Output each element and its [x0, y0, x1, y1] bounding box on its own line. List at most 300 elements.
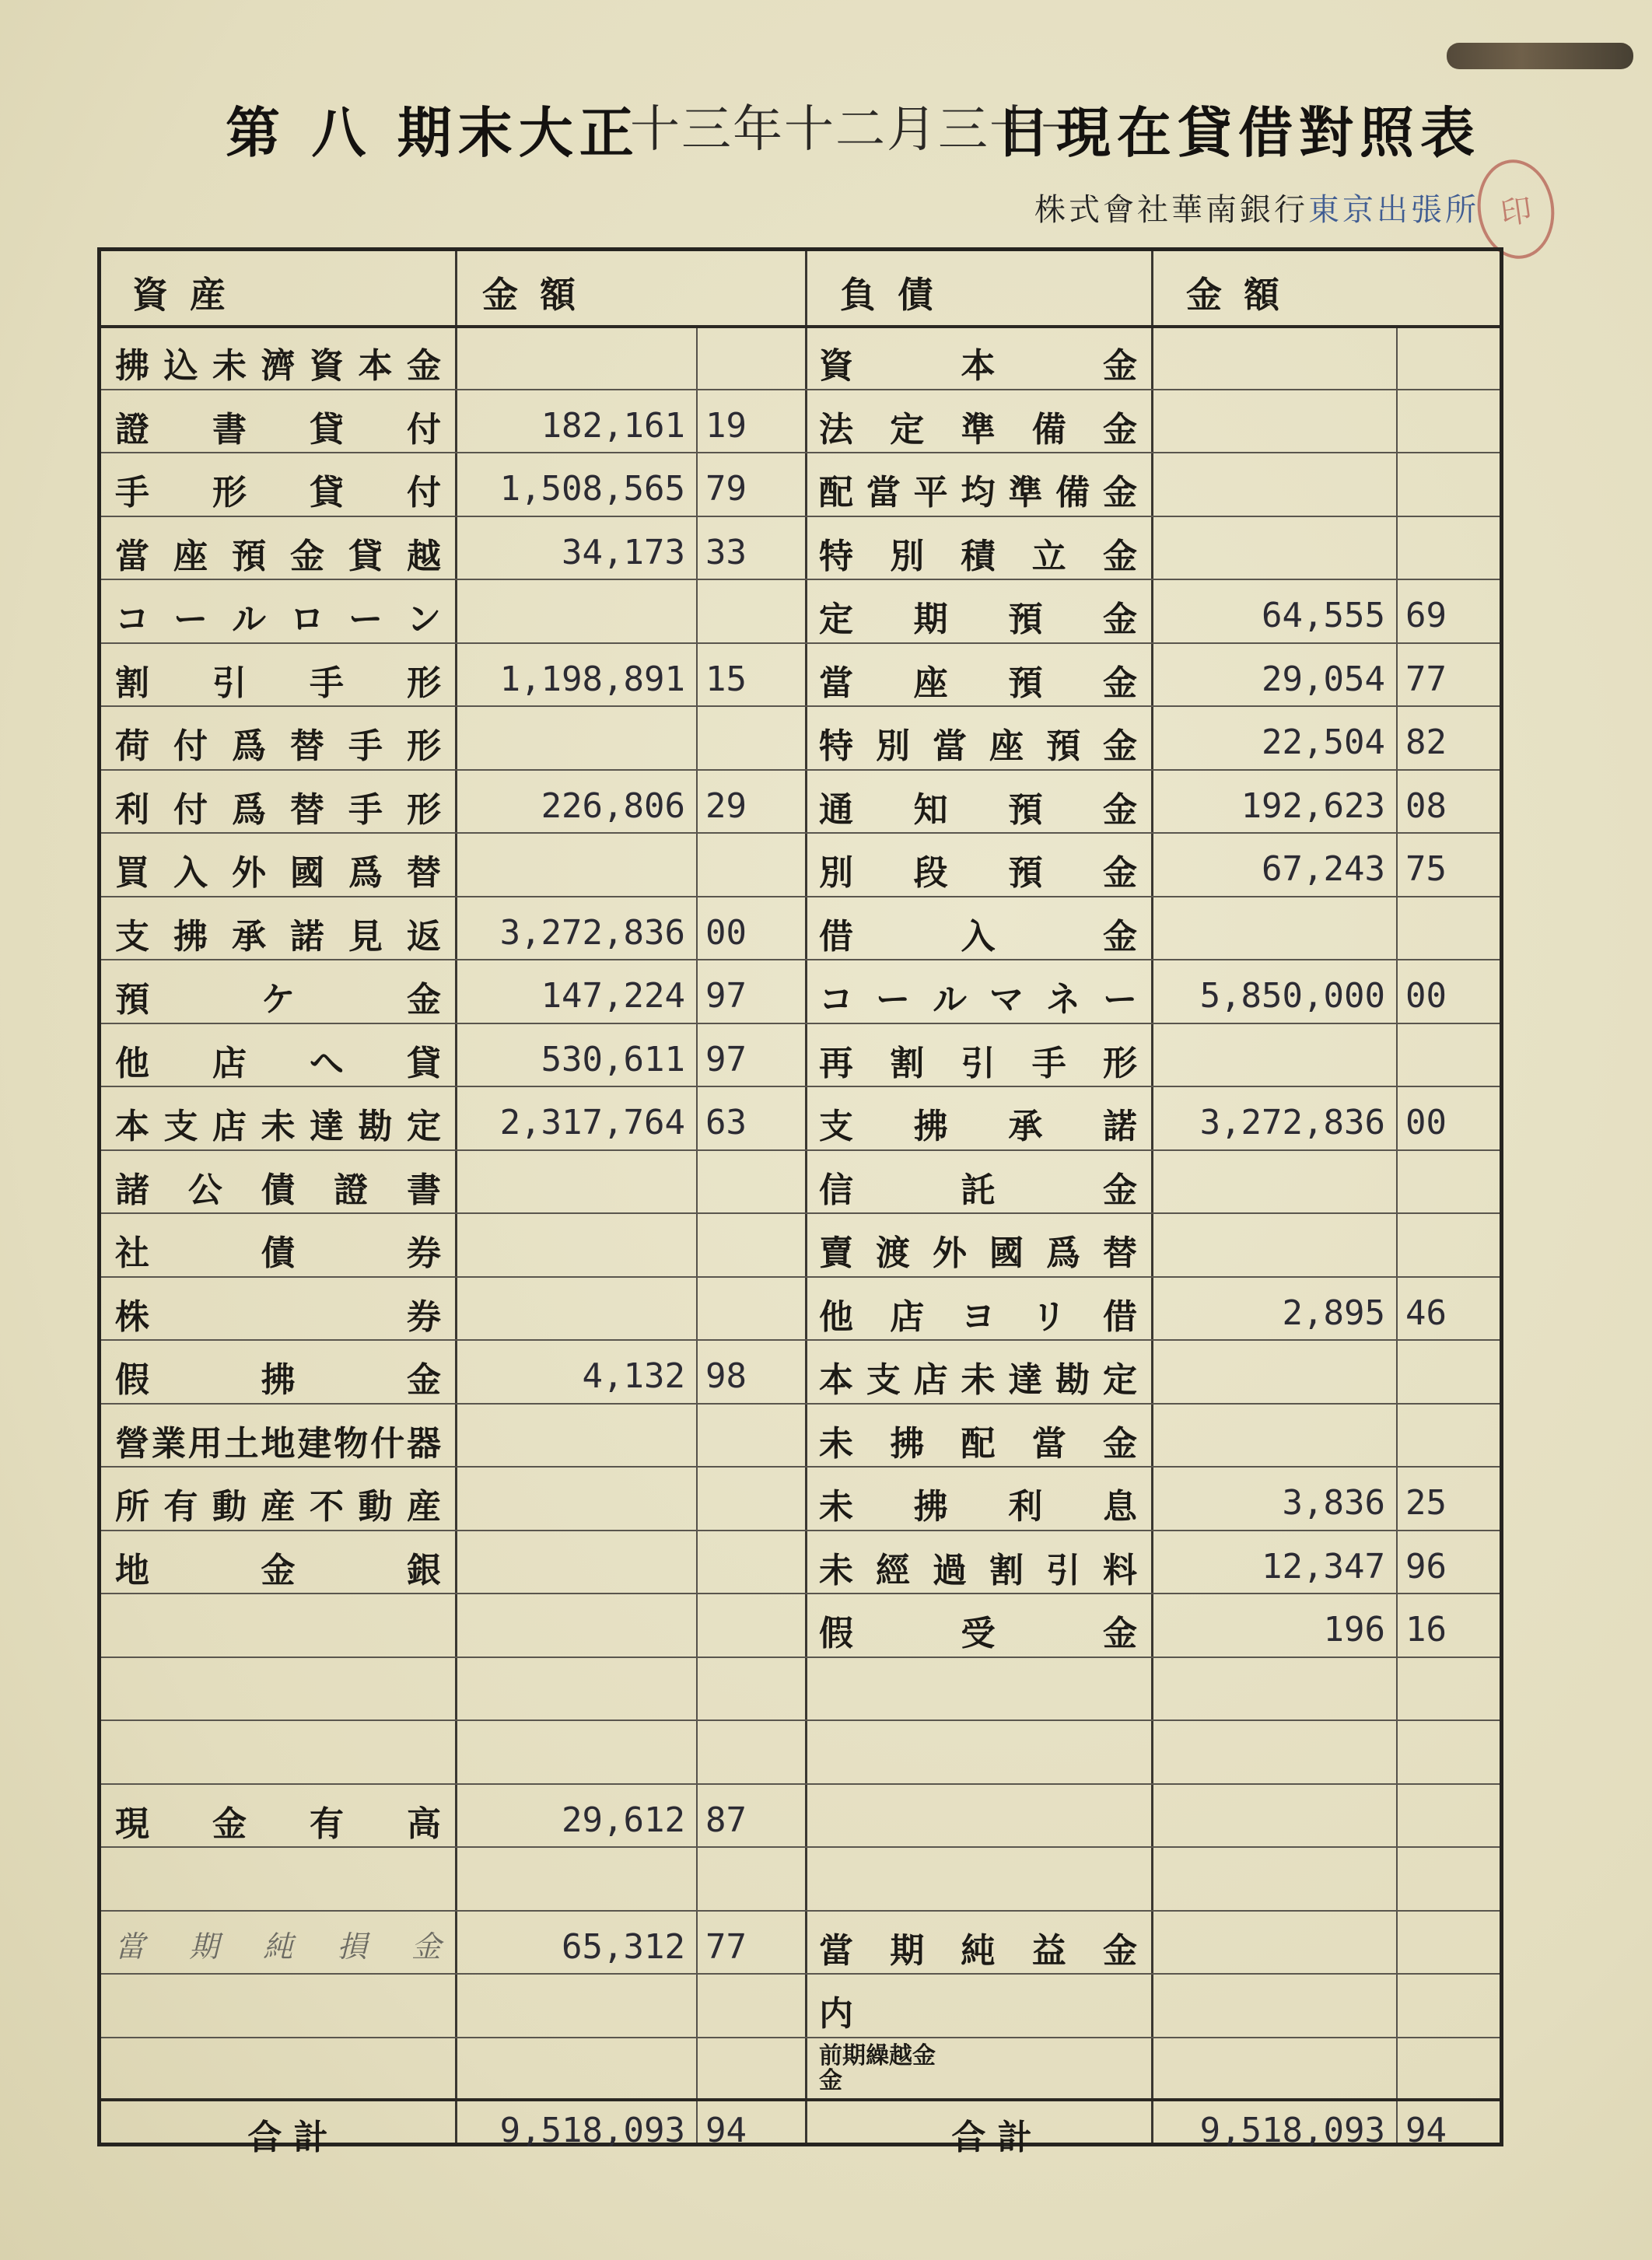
- label-char: 段: [913, 853, 948, 893]
- label-char: 金: [407, 1360, 441, 1400]
- asset-amount-yen: 2,317,764: [499, 1103, 685, 1142]
- label-char: 預: [115, 980, 149, 1020]
- label-char: 國: [290, 853, 324, 893]
- label-char: 貸: [310, 409, 344, 450]
- asset-amount-sen: 33: [705, 532, 747, 572]
- label-char: 準: [1008, 473, 1043, 513]
- label-char: 託: [961, 1170, 996, 1210]
- label-char: 金: [407, 346, 441, 386]
- liability-amount-sen: 25: [1405, 1483, 1447, 1523]
- label-char: 地: [261, 1423, 296, 1464]
- label-char: 預: [232, 536, 266, 576]
- liability-amount-yen: 5,850,000: [1199, 976, 1385, 1016]
- cash-label: [115, 1796, 441, 1845]
- label-char: 金: [1103, 1423, 1137, 1464]
- label-char: 店: [212, 1107, 247, 1146]
- net-loss-label: [115, 1922, 441, 1965]
- label-char: 證: [334, 1170, 369, 1210]
- label-char: 備: [1031, 409, 1066, 450]
- liability-amount-yen: 192,623: [1241, 785, 1385, 826]
- label-char: 動: [212, 1487, 247, 1527]
- label-char: 有: [163, 1487, 198, 1527]
- label-char: 拂: [173, 916, 208, 957]
- label-char: 未: [261, 1107, 296, 1146]
- label-char: 有: [310, 1803, 344, 1844]
- label-char: 預: [1008, 600, 1043, 639]
- label-char: 金: [1102, 473, 1137, 513]
- label-char: 土: [224, 1423, 259, 1464]
- label-char: 本: [358, 346, 393, 386]
- seal-text: 印: [1498, 191, 1535, 233]
- label-char: 期: [189, 1929, 219, 1964]
- label-char: 預: [1008, 789, 1043, 830]
- label-char: コ: [819, 980, 853, 1020]
- label-char: 諾: [290, 916, 324, 957]
- label-char: 諾: [1102, 1107, 1137, 1146]
- label-char: 信: [819, 1170, 853, 1210]
- label-char: ケ: [261, 980, 296, 1020]
- asset-label: [115, 971, 441, 1021]
- label-char: 見: [348, 916, 383, 957]
- liability-amount-sen: 08: [1405, 785, 1447, 826]
- liability-amount-sen: 46: [1405, 1293, 1447, 1333]
- label-char: 什: [370, 1423, 405, 1464]
- label-char: 銀: [407, 1550, 441, 1590]
- liability-label: [819, 1225, 1137, 1275]
- document-title: [226, 89, 1481, 175]
- total-assets-yen: 9,518,093: [499, 2111, 685, 2150]
- asset-label: [115, 1225, 441, 1275]
- label-char: 産: [261, 1487, 296, 1527]
- label-char: 再: [819, 1043, 853, 1083]
- label-char: 手: [310, 663, 344, 703]
- header-liabilities-amount: 金 額: [1186, 274, 1285, 316]
- asset-label: [115, 1035, 441, 1085]
- asset-amount-sen: 97: [705, 1039, 747, 1079]
- label-char: マ: [989, 980, 1024, 1020]
- header-assets: 資 産: [132, 274, 231, 316]
- asset-label: [115, 591, 441, 641]
- label-char: 爲: [232, 789, 266, 830]
- asset-label: [115, 401, 441, 451]
- label-char: 預: [1008, 853, 1043, 893]
- label-char: ン: [407, 600, 441, 639]
- net-profit-label: [819, 1922, 1137, 1972]
- liability-amount-yen: 64,555: [1262, 596, 1385, 635]
- liability-amount-sen: 96: [1405, 1546, 1447, 1587]
- row-rule: [101, 1783, 1500, 1785]
- label-char: 手: [115, 473, 149, 513]
- liability-label: [819, 1605, 1137, 1655]
- label-char: 經: [876, 1550, 910, 1590]
- asset-amount-yen: 182,161: [541, 405, 685, 446]
- label-char: 準: [961, 409, 996, 450]
- row-rule: [101, 1023, 1500, 1024]
- net-loss-amount-yen: 65,312: [562, 1926, 685, 1967]
- label-char: 資: [310, 346, 344, 386]
- asset-label: [115, 782, 441, 831]
- title-prefix: 第 八 期末大正: [226, 100, 640, 165]
- liability-label: [819, 1352, 1137, 1401]
- row-rule: [101, 1403, 1500, 1405]
- label-char: 物: [334, 1423, 369, 1464]
- label-char: 返: [407, 916, 441, 957]
- label-char: 勘: [1055, 1360, 1090, 1400]
- row-rule: [101, 1466, 1500, 1468]
- liability-amount-yen: 3,272,836: [1199, 1103, 1385, 1142]
- liability-label: [819, 718, 1137, 768]
- asset-amount-sen: 98: [705, 1356, 747, 1396]
- liability-label: [819, 1415, 1137, 1465]
- carry-forward-sub: 金: [819, 2066, 842, 2094]
- label-char: ル: [232, 600, 266, 639]
- asset-amount-yen: 34,173: [562, 532, 685, 572]
- label-char: 借: [819, 916, 853, 957]
- row-rule: [101, 1276, 1500, 1278]
- label-char: 入: [961, 916, 996, 957]
- label-char: 承: [1008, 1107, 1043, 1146]
- liability-amount-yen: 2,895: [1282, 1293, 1385, 1333]
- label-char: 店: [890, 1296, 925, 1337]
- label-char: 金: [1103, 1614, 1137, 1653]
- label-char: 動: [358, 1487, 393, 1527]
- label-char: 受: [961, 1614, 996, 1653]
- company-line: [1034, 185, 1479, 229]
- label-char: 座: [989, 726, 1024, 766]
- row-rule: [101, 1719, 1500, 1721]
- label-char: 座: [173, 536, 208, 576]
- label-char: 預: [1008, 663, 1043, 703]
- label-char: 手: [1031, 1043, 1066, 1083]
- liability-label: [819, 1289, 1137, 1338]
- label-char: 通: [819, 789, 853, 830]
- total-assets-sen: 94: [705, 2111, 747, 2150]
- label-char: 拂: [913, 1107, 948, 1146]
- label-char: 金: [1103, 409, 1137, 450]
- label-char: 越: [407, 536, 441, 576]
- label-char: 本: [115, 1107, 149, 1146]
- row-rule: [101, 1212, 1500, 1214]
- cash-amount-sen: 87: [705, 1800, 747, 1840]
- label-char: 本: [961, 346, 996, 386]
- label-char: 達: [1008, 1360, 1043, 1400]
- label-char: 現: [115, 1803, 149, 1844]
- net-loss-amount-sen: 77: [705, 1926, 747, 1967]
- row-rule: [101, 1846, 1500, 1848]
- row-rule: [101, 1973, 1500, 1975]
- label-char: 金: [407, 980, 441, 1020]
- row-rule: [101, 579, 1500, 580]
- asset-amount-yen: 530,611: [541, 1039, 685, 1079]
- asset-label: [115, 1289, 441, 1338]
- total-liabilities-sen: 94: [1405, 2111, 1447, 2150]
- label-char: 貸: [348, 536, 383, 576]
- row-rule: [101, 516, 1500, 517]
- label-char: 金: [1102, 853, 1137, 893]
- label-char: 債: [261, 1170, 296, 1210]
- label-char: 書: [212, 409, 247, 450]
- header-rule: [101, 325, 1500, 328]
- asset-amount-sen: 79: [705, 469, 747, 509]
- row-rule: [101, 1910, 1500, 1912]
- asset-amount-yen: 226,806: [541, 785, 685, 826]
- asset-amount-sen: 00: [705, 912, 747, 953]
- liability-label: [819, 971, 1137, 1021]
- label-char: 未: [819, 1423, 853, 1464]
- profit-inner-label: 内: [819, 1994, 853, 2034]
- label-char: 替: [1103, 1233, 1137, 1273]
- label-char: 引: [212, 663, 247, 703]
- label-char: 別: [819, 853, 853, 893]
- label-char: ヨ: [961, 1296, 996, 1337]
- label-char: 定: [890, 409, 925, 450]
- asset-amount-yen: 1,508,565: [499, 469, 685, 509]
- header-assets-amount: 金 額: [482, 274, 581, 316]
- label-char: 用: [187, 1423, 222, 1464]
- asset-amount-sen: 97: [705, 976, 747, 1016]
- row-rule: [101, 1339, 1500, 1341]
- label-char: 金: [1102, 600, 1137, 639]
- label-char: 期: [913, 600, 948, 639]
- label-char: 金: [1103, 916, 1137, 957]
- label-char: コ: [115, 600, 149, 639]
- liability-label: [819, 845, 1137, 894]
- asset-label: [115, 464, 441, 514]
- label-char: 當: [115, 1929, 145, 1964]
- label-char: 證: [115, 409, 149, 450]
- label-char: 所: [115, 1487, 149, 1527]
- label-char: 承: [232, 916, 266, 957]
- label-char: 形: [1103, 1043, 1137, 1083]
- label-char: 産: [407, 1487, 441, 1527]
- label-char: 形: [212, 473, 247, 513]
- label-char: 法: [819, 409, 853, 450]
- label-char: 外: [933, 1233, 967, 1273]
- label-char: 息: [1102, 1487, 1137, 1527]
- column-divider: [805, 251, 807, 2143]
- label-char: 地: [115, 1550, 149, 1590]
- label-char: 店: [212, 1043, 247, 1083]
- label-char: リ: [1031, 1296, 1066, 1337]
- asset-amount-sen: 63: [705, 1103, 747, 1142]
- label-char: 他: [115, 1043, 149, 1083]
- row-rule: [101, 452, 1500, 453]
- liability-label: [819, 908, 1137, 958]
- asset-label: [115, 1415, 441, 1465]
- label-char: 爲: [232, 726, 266, 766]
- label-char: 假: [819, 1614, 853, 1653]
- row-rule: [101, 1086, 1500, 1087]
- label-char: 濟: [261, 346, 296, 386]
- asset-label: [115, 845, 441, 894]
- label-char: 假: [115, 1360, 149, 1400]
- label-char: 純: [961, 1930, 996, 1971]
- row-rule: [101, 1657, 1500, 1658]
- label-char: 金: [1102, 789, 1137, 830]
- label-char: 積: [961, 536, 996, 576]
- label-char: 預: [1046, 726, 1080, 766]
- liability-amount-sen: 69: [1405, 596, 1447, 635]
- label-char: 未: [961, 1360, 996, 1400]
- label-char: 別: [876, 726, 910, 766]
- label-char: 達: [310, 1107, 344, 1146]
- liability-label: [819, 1098, 1137, 1148]
- cash-amount-yen: 29,612: [562, 1800, 685, 1840]
- liability-label: [819, 1478, 1137, 1528]
- title-handwritten-date: 十三年十二月三十一: [630, 101, 1092, 159]
- label-char: 付: [407, 409, 441, 450]
- label-char: 支: [866, 1360, 901, 1400]
- label-char: 入: [173, 853, 208, 893]
- label-char: 利: [1008, 1487, 1043, 1527]
- liability-label: [819, 655, 1137, 705]
- label-char: ー: [173, 600, 208, 639]
- asset-amount-yen: 1,198,891: [499, 659, 685, 699]
- asset-label: [115, 528, 441, 578]
- label-char: 料: [1103, 1550, 1137, 1590]
- label-char: 業: [151, 1423, 186, 1464]
- label-char: 資: [819, 346, 853, 386]
- label-char: 付: [407, 473, 441, 513]
- label-char: 諸: [115, 1170, 149, 1210]
- asset-amount-sen: 15: [705, 659, 747, 699]
- label-char: 未: [819, 1550, 853, 1590]
- label-char: 金: [290, 536, 324, 576]
- label-char: ネ: [1046, 980, 1080, 1020]
- liability-amount-sen: 75: [1405, 849, 1447, 889]
- label-char: 金: [1103, 1170, 1137, 1210]
- label-char: 拂: [115, 346, 149, 386]
- liability-amount-sen: 16: [1405, 1610, 1447, 1650]
- label-char: 割: [890, 1043, 925, 1083]
- liability-amount-sen: 77: [1405, 659, 1447, 699]
- liability-amount-yen: 12,347: [1262, 1546, 1385, 1587]
- label-char: 配: [961, 1423, 996, 1464]
- balance-sheet-table: [97, 247, 1503, 2157]
- asset-amount-yen: 3,272,836: [499, 912, 685, 953]
- total-rule: [101, 2098, 1500, 2101]
- row-rule: [101, 1530, 1500, 1531]
- title-suffix: 日現在貸借對照表: [996, 100, 1481, 165]
- label-char: ー: [348, 600, 383, 639]
- label-char: 渡: [876, 1233, 910, 1273]
- liability-amount-sen: 00: [1405, 1103, 1447, 1142]
- liability-label: [819, 1542, 1137, 1592]
- label-char: 特: [819, 726, 853, 766]
- label-char: 當: [819, 1930, 853, 1971]
- label-char: ー: [1103, 980, 1137, 1020]
- label-char: 平: [913, 473, 948, 513]
- asset-label: [115, 1478, 441, 1528]
- label-char: 付: [173, 726, 208, 766]
- label-char: 純: [263, 1929, 293, 1964]
- asset-label: [115, 1542, 441, 1592]
- label-char: 金: [212, 1803, 247, 1844]
- label-char: 金: [1103, 1930, 1137, 1971]
- label-char: 利: [115, 789, 149, 830]
- label-char: 貸: [310, 473, 344, 513]
- liability-label: [819, 401, 1137, 451]
- label-char: 金: [1102, 663, 1137, 703]
- asset-amount-sen: 29: [705, 785, 747, 826]
- liability-label: [819, 782, 1137, 831]
- label-char: 爲: [348, 853, 383, 893]
- label-char: 器: [407, 1423, 441, 1464]
- label-char: 引: [961, 1043, 996, 1083]
- label-char: 形: [407, 663, 441, 703]
- total-label-assets: 合 計: [247, 2118, 328, 2157]
- label-char: 替: [290, 726, 324, 766]
- label-char: 營: [115, 1423, 149, 1464]
- liability-amount-yen: 67,243: [1262, 849, 1385, 889]
- label-char: 賣: [819, 1233, 853, 1273]
- liability-label: [819, 591, 1137, 641]
- paper-clip: [1447, 43, 1633, 69]
- label-char: 金: [1103, 346, 1137, 386]
- liability-label: [819, 1162, 1137, 1212]
- asset-label: [115, 718, 441, 768]
- row-rule: [101, 769, 1500, 771]
- label-char: 爲: [1046, 1233, 1080, 1273]
- row-rule: [101, 642, 1500, 644]
- label-char: 當: [819, 663, 853, 703]
- asset-label: [115, 1098, 441, 1148]
- header-liabilities: 負 債: [840, 274, 939, 316]
- label-char: 荷: [115, 726, 149, 766]
- liability-label: [819, 338, 1137, 387]
- row-rule: [101, 832, 1500, 834]
- label-char: 高: [407, 1803, 441, 1844]
- liability-amount-yen: 29,054: [1262, 659, 1385, 699]
- label-char: 債: [261, 1233, 296, 1273]
- row-rule: [101, 389, 1500, 390]
- label-char: 割: [989, 1550, 1024, 1590]
- label-char: 未: [819, 1487, 853, 1527]
- label-char: 期: [890, 1930, 925, 1971]
- asset-amount-yen: 147,224: [541, 976, 685, 1016]
- label-char: 手: [348, 789, 383, 830]
- label-char: 金: [1103, 726, 1137, 766]
- asset-label: [115, 1352, 441, 1401]
- row-rule: [101, 705, 1500, 707]
- label-char: 替: [290, 789, 324, 830]
- label-char: ロ: [290, 600, 324, 639]
- label-char: 當: [933, 726, 967, 766]
- row-rule: [101, 896, 1500, 897]
- liability-amount-sen: 00: [1405, 976, 1447, 1016]
- label-char: 特: [819, 536, 853, 576]
- label-char: 拂: [890, 1423, 925, 1464]
- row-rule: [101, 1149, 1500, 1151]
- label-char: 立: [1031, 536, 1066, 576]
- carry-forward-label: 前期繰越金: [819, 2041, 936, 2069]
- label-char: へ: [310, 1043, 344, 1083]
- label-char: 替: [407, 853, 441, 893]
- row-rule: [101, 2037, 1500, 2038]
- asset-amount-yen: 4,132: [582, 1356, 685, 1396]
- asset-label: [115, 655, 441, 705]
- label-char: ー: [876, 980, 910, 1020]
- liability-label: [819, 1035, 1137, 1085]
- label-char: 過: [933, 1550, 967, 1590]
- label-char: 建: [297, 1423, 332, 1464]
- label-char: 配: [819, 473, 853, 513]
- label-char: 借: [1103, 1296, 1137, 1337]
- label-char: 金: [411, 1929, 441, 1964]
- label-char: 拂: [913, 1487, 948, 1527]
- label-char: 買: [115, 853, 149, 893]
- column-divider: [1151, 251, 1153, 2143]
